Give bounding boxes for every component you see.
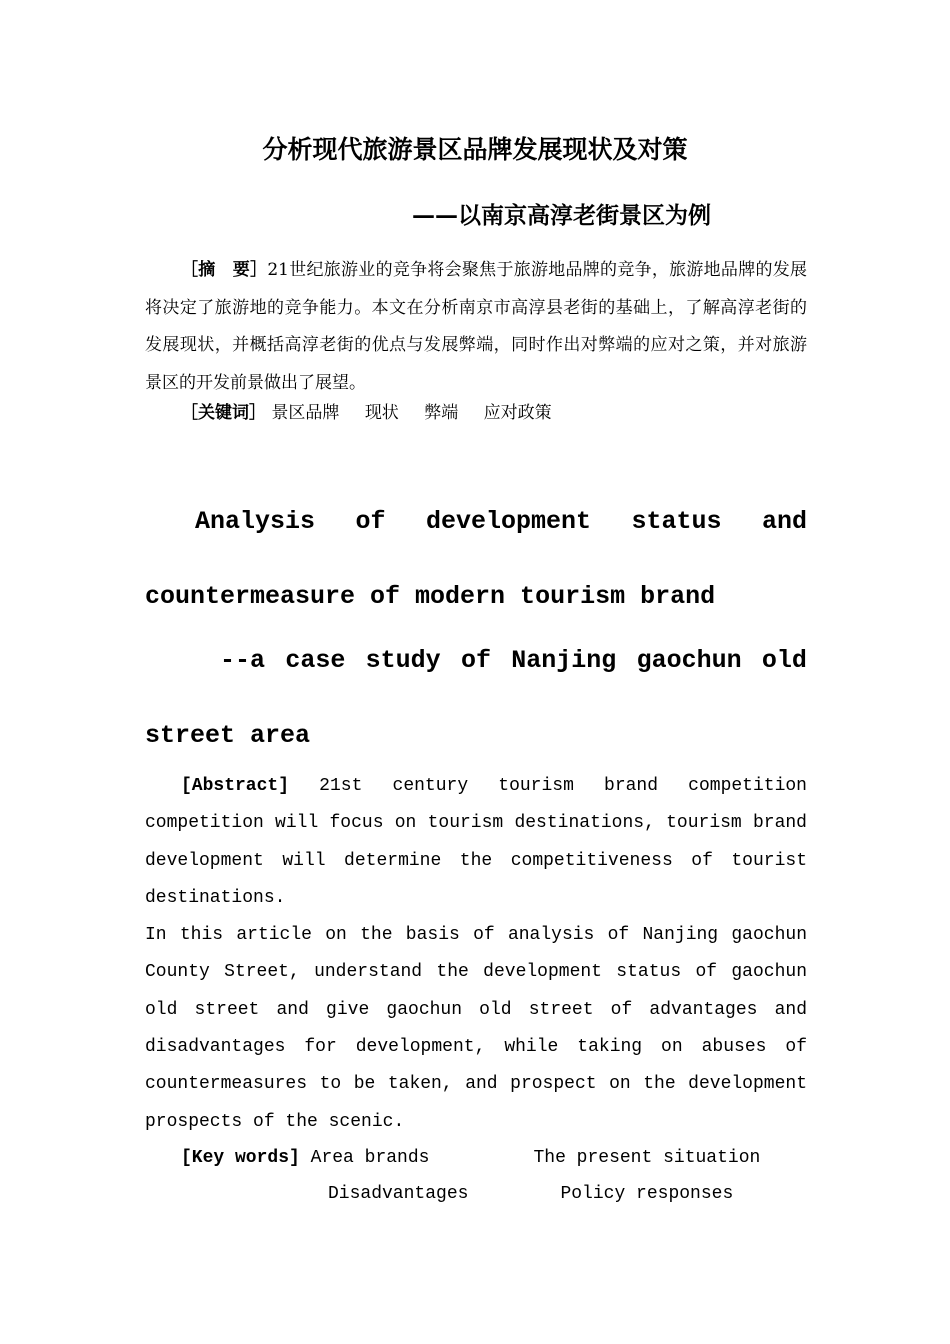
chinese-keyword: 景区品牌 — [271, 403, 340, 423]
english-title-line-1 — [145, 484, 807, 559]
english-keyword: Area brands — [310, 1148, 430, 1168]
chinese-keyword: 现状 — [364, 403, 399, 423]
subtitle-word: case — [285, 646, 346, 675]
english-abstract-paragraph-2: In this article on the basis of analysis of Nanjing gaochun County Street, understand the development status of gaochun old street and give gaochun old street of advantages and disadvantages for development, while taking on abuses of countermeasures to be taken, and prospect on the development prospects of the scenic. — [145, 925, 807, 1132]
english-subtitle — [145, 623, 807, 773]
chinese-abstract-text: 21世纪旅游业的竞争将会聚焦于旅游地品牌的竞争，旅游地品牌的发展将决定了旅游地的竞争能力。本文在分析南京市高淳县老街的基础上，了解高淳老街的发展现状，并概括高淳老街的优点与发展弊端，同时作出对弊端的应对之策，并对旅游景区的开发前景做出了展望。 — [145, 260, 807, 393]
english-subtitle-line-1 — [145, 623, 807, 698]
chinese-title: 分析现代旅游景区品牌发展现状及对策 — [262, 135, 688, 164]
chinese-keyword: 弊端 — [424, 403, 459, 423]
english-abstract — [145, 768, 807, 1141]
english-title — [145, 484, 807, 634]
subtitle-word: study — [365, 646, 441, 675]
english-keywords-label: [Key words] — [181, 1148, 300, 1168]
english-keywords — [145, 1140, 807, 1212]
chinese-keywords — [181, 396, 552, 430]
chinese-abstract-label: ［摘 要］ — [181, 260, 268, 280]
chinese-keywords-label: ［关键词］ — [181, 403, 266, 423]
title-word: Analysis — [195, 507, 316, 536]
english-keyword: The present situation — [533, 1148, 761, 1168]
english-subtitle-line-2: street area — [145, 721, 311, 750]
title-word: development — [425, 507, 592, 536]
english-keywords-row-1 — [145, 1140, 807, 1176]
chinese-abstract — [145, 252, 807, 402]
subtitle-word: --a — [220, 646, 266, 675]
english-keywords-row-2 — [145, 1176, 807, 1212]
subtitle-word: of — [460, 646, 491, 675]
english-abstract-text-1: 21st century tourism brand competition competition will focus on tourism destinations, tourism brand development will determine the competitiveness of tourist destinations. — [145, 776, 807, 908]
title-word: and — [761, 507, 807, 536]
chinese-subtitle: ——以南京高淳老街景区为例 — [412, 202, 711, 229]
english-abstract-paragraph-1 — [145, 768, 807, 917]
title-word: of — [355, 507, 386, 536]
english-keyword: Policy responses — [560, 1184, 734, 1204]
title-word: status — [631, 507, 722, 536]
english-abstract-label: [Abstract] — [181, 776, 290, 796]
subtitle-word: gaochun — [636, 646, 742, 675]
chinese-keyword: 应对政策 — [483, 403, 552, 423]
subtitle-word: Nanjing — [511, 646, 617, 675]
english-keyword: Disadvantages — [328, 1184, 469, 1204]
english-title-line-2: countermeasure of modern tourism brand — [145, 582, 716, 611]
subtitle-word: old — [761, 646, 807, 675]
